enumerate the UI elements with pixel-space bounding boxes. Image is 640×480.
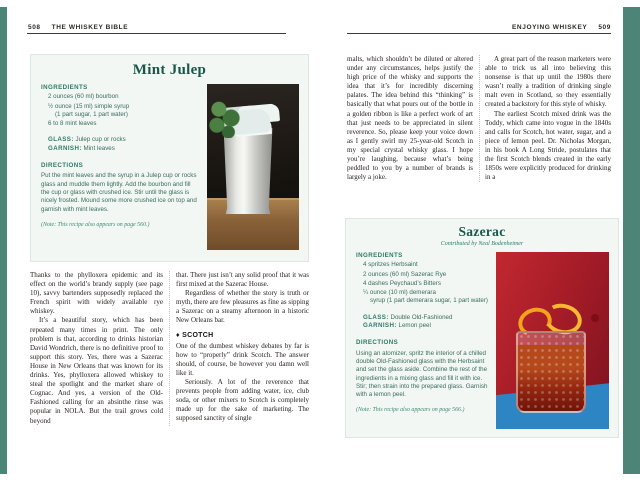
glass-line: GLASS: Double Old-Fashioned <box>363 313 453 321</box>
left-page-column-1 <box>30 271 163 426</box>
right-page-column-1 <box>347 55 473 182</box>
ingredients-label: INGREDIENTS <box>356 252 403 259</box>
book-cover-edge-left <box>0 7 7 474</box>
scotch-section-heading: ♦ SCOTCH <box>176 331 214 339</box>
left-page-number: 508 <box>28 24 41 31</box>
right-section-title: ENJOYING WHISKEY <box>512 24 588 31</box>
directions-label: DIRECTIONS <box>41 162 84 170</box>
left-page-column-2 <box>176 271 309 426</box>
right-page-number: 509 <box>598 24 611 31</box>
recipe-title-mint-julep: Mint Julep <box>132 62 207 78</box>
paragraph: that. There just isn’t any solid proof that it was first mixed at the Sazerac House. <box>176 271 309 289</box>
book-cover-edge-right <box>623 7 640 474</box>
left-running-head <box>28 24 128 31</box>
column-divider <box>479 55 480 182</box>
ingredient-item: ½ ounce (15 ml) simple syrup (1 part sugar, 1 part water) <box>48 102 130 118</box>
mint-julep-photo <box>207 84 299 250</box>
mint-julep-recipe-text <box>41 84 199 250</box>
silver-julep-cup-art <box>222 128 274 214</box>
paragraph: Thanks to the phylloxera epidemic and its effect on the world’s brandy supply (see page 10), savvy bartenders supposedly replaced the French spirit with widely available rye whiskey. <box>30 271 163 316</box>
glass-line: GLASS: Julep cup or rocks <box>48 136 126 144</box>
mint-julep-recipe-card <box>30 54 309 262</box>
left-header-rule <box>27 33 286 34</box>
sazerac-recipe-text <box>356 252 488 429</box>
paragraph: The earliest Scotch mixed drink was the Toddy, which came into vogue in the 1840s and calls for Scotch, hot water, sugar, and a piece of lemon peel. Dr. Nicholas Morgan, in his book A Long Stride, postulates that the first Scotch blends created in the early 1850s were explicitly produced for drinking in a <box>485 109 611 182</box>
right-running-head <box>347 24 611 31</box>
ingredients-label: INGREDIENTS <box>41 84 88 91</box>
recipe-note: (Note: This recipe also appears on page 560.) <box>41 221 150 228</box>
right-page-body-text <box>347 55 611 182</box>
mint-sprig-art <box>208 98 242 138</box>
right-page-column-2 <box>485 55 611 182</box>
ingredient-item: ¼ ounce (10 ml) demerara syrup (1 part demerara sugar, 1 part water) <box>363 289 488 305</box>
paragraph: Regardless of whether the story is truth or myth, there are few pleasures as fine as sipping a Sazerac on a steamy afternoon in a historic New Orleans bar. <box>176 289 309 325</box>
column-divider <box>169 271 170 426</box>
directions-text: Put the mint leaves and the syrup in a Julep cup or rocks glass and muddle them lightly. Add the bourbon and fill the cup or glass with crushed ice. Stir until the glass is nicely frosted. Mound some more crushed ice on top and garnish with mint leaves. <box>41 172 197 213</box>
sazerac-photo <box>496 252 609 429</box>
recipe-note: (Note: This recipe also appears on page 566.) <box>356 407 465 414</box>
directions-label: DIRECTIONS <box>356 339 399 347</box>
ingredient-item: 6 to 8 mint leaves <box>48 120 97 128</box>
paragraph: One of the dumbest whiskey debates by far is how to “properly” drink Scotch. The answer should, of course, be however you damn well like it. <box>176 341 309 377</box>
cherry-art <box>591 314 599 322</box>
ingredient-item: 2 ounces (60 ml) bourbon <box>48 93 119 101</box>
right-header-rule <box>347 33 611 34</box>
paragraph: A great part of the reason marketers were able to trick us all into believing this nonsense is that up until the 1980s there wasn’t really a tradition of drinking single malt even in Scotland, so they essentially created a backstory for this style of whisky. <box>485 55 611 109</box>
paragraph: malts, which shouldn’t be diluted or altered under any circumstances, helps justify the high price of the whisky and supports the idea that it’s for incredibly discerning palates. The idea behind this “thinking” is basically that what pours out of the bottle in a golden ribbon is like a perfect work of art that just needs to be appreciated in silent reverence. So, please keep your voice down as I gently swirl my 25-year-old Scotch in my special crystal whisky glass. I hope you’re laughing, because what’s being peddled to you by a number of brands is largely a joke. <box>347 55 473 182</box>
recipe-contributor: Contributed by Neal Bodenheimer <box>440 241 524 247</box>
ingredient-item: 4 spritzes Herbsaint <box>363 261 418 269</box>
garnish-line: GARNISH: Lemon peel <box>363 322 431 330</box>
ingredient-item: 2 ounces (60 ml) Sazerac Rye <box>363 270 447 278</box>
sazerac-recipe-card <box>345 218 619 438</box>
paragraph: It’s a beautiful story, which has been repeated many times in print. The only problem is that, according to drinks historian David Wondrich, there is no definitive proof to support this story. Yes, there was a Sazerac House in New Orleans that was known for its drinks. Yes, phylloxera allowed whiskey to steal the spotlight and the market share of Cognac. And yes, a version of the Old-Fashioned calling for an absinthe rinse was popular in NOLA. But the trail grows cold beyond <box>30 316 163 425</box>
directions-text: Using an atomizer, spritz the interior of a chilled double Old-Fashioned glass with the Herbsaint and set the glass aside. Combine the rest of the ingredients in a mixing glass and fill it with ice. Stir; then strain into the prepared glass. Garnish with a lemon peel. <box>356 349 488 399</box>
ingredient-item: 4 dashes Peychaud’s Bitters <box>363 279 441 287</box>
paragraph: Seriously. A lot of the reverence that prevents people from adding water, ice, club soda, or other mixers to Scotch is completely made up for the sake of marketing. The supposed sanctity of single <box>176 378 309 423</box>
recipe-title-sazerac: Sazerac <box>458 224 506 239</box>
rocks-glass-art <box>516 331 586 413</box>
left-section-title: THE WHISKEY BIBLE <box>51 24 129 31</box>
left-page-body-text <box>30 271 309 426</box>
garnish-line: GARNISH: Mint leaves <box>48 144 115 152</box>
